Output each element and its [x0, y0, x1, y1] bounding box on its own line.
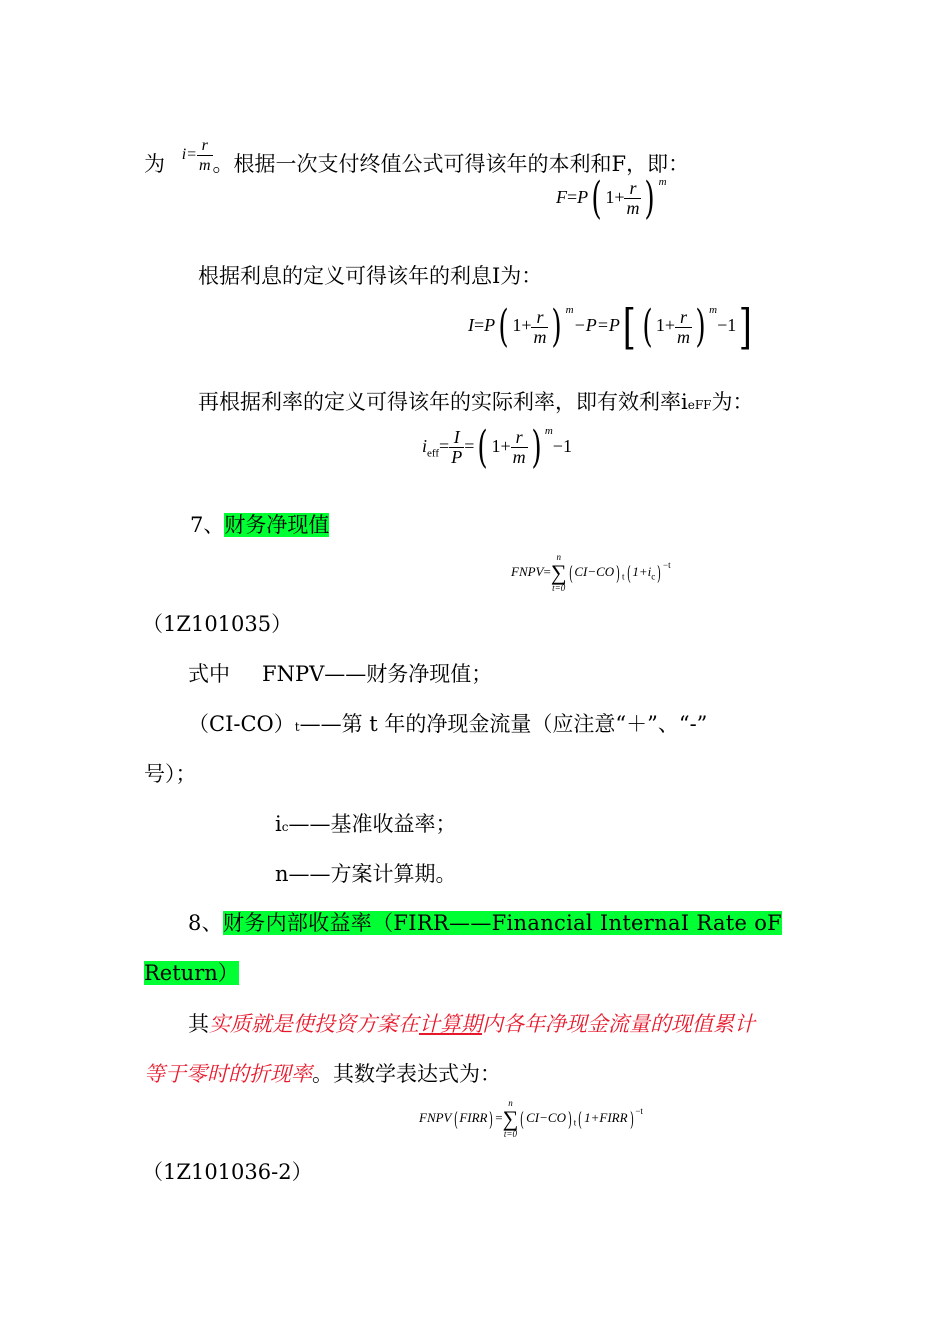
heading-8: 8、财务内部收益率（FIRR——Financial InternaI Rate oF: [188, 911, 783, 935]
highlighted-title: 财务内部收益率（FIRR——Financial InternaI Rate oF: [222, 911, 783, 935]
formula-future-value: F=P( 1+ $\frac{r}{m}$ ) $^m$: [556, 172, 667, 224]
sum-symbol: n ∑ t=0: [550, 552, 567, 593]
formula-firr: FNPV( FIRR) = n ∑ t=0 ( CI−CO) $_t$( 1+FIRR) $^{-t}$: [419, 1098, 643, 1139]
text-body: 。根据一次支付终值公式可得该年的本利和F，即：: [212, 152, 690, 176]
definition-fnpv: 式中 FNPV——财务净现值；: [188, 662, 493, 686]
definition-ci-co: （CI-CO）t——第 t 年的净现金流量（应注意“＋”、“-”: [188, 712, 708, 736]
sum-symbol: n ∑ t=0: [502, 1098, 519, 1139]
definition-ic: ic——基准收益率；: [275, 812, 457, 836]
underlined-term: 计算期: [419, 1012, 482, 1036]
text-prefix: 为: [144, 152, 165, 176]
reference-code-2: （1Z101036-2）: [142, 1160, 313, 1184]
highlighted-title: 财务净现值: [224, 513, 330, 537]
formula-fnpv: FNPV= n ∑ t=0 ( CI−CO) $_t$( $1+i_c$) $^{-t}$: [511, 552, 671, 593]
paragraph-4-cont: 等于零时的折现率。其数学表达式为：: [144, 1062, 501, 1086]
reference-code-1: （1Z101035）: [142, 612, 293, 636]
formula-i-equals-r-over-m: i= $\frac{r}{m}$: [181, 137, 211, 174]
heading-7: 7、财务净现值: [190, 513, 330, 537]
formula-effective-rate: $i_{eff}=$ $\frac{I}{P}$ =( 1+ $\frac{r}{m}$ ) $^m$−1: [422, 421, 572, 473]
definition-n: n——方案计算期。: [275, 862, 457, 886]
paragraph-3: 再根据利率的定义可得该年的实际利率，即有效利率ieFF为：: [198, 390, 754, 414]
definition-ci-co-cont: 号）；: [144, 762, 197, 786]
heading-8-cont: Return）: [144, 961, 239, 985]
paragraph-2: 根据利息的定义可得该年的利息I为：: [198, 264, 543, 288]
paragraph-4: 其实质就是使投资方案在计算期内各年净现金流量的现值累计: [188, 1012, 755, 1036]
formula-interest: I=P( 1+ $\frac{r}{m}$ ) $^m$−P=P[ ( 1+ $\frac{r}{m}$ ) $^m$−1]: [468, 299, 753, 355]
